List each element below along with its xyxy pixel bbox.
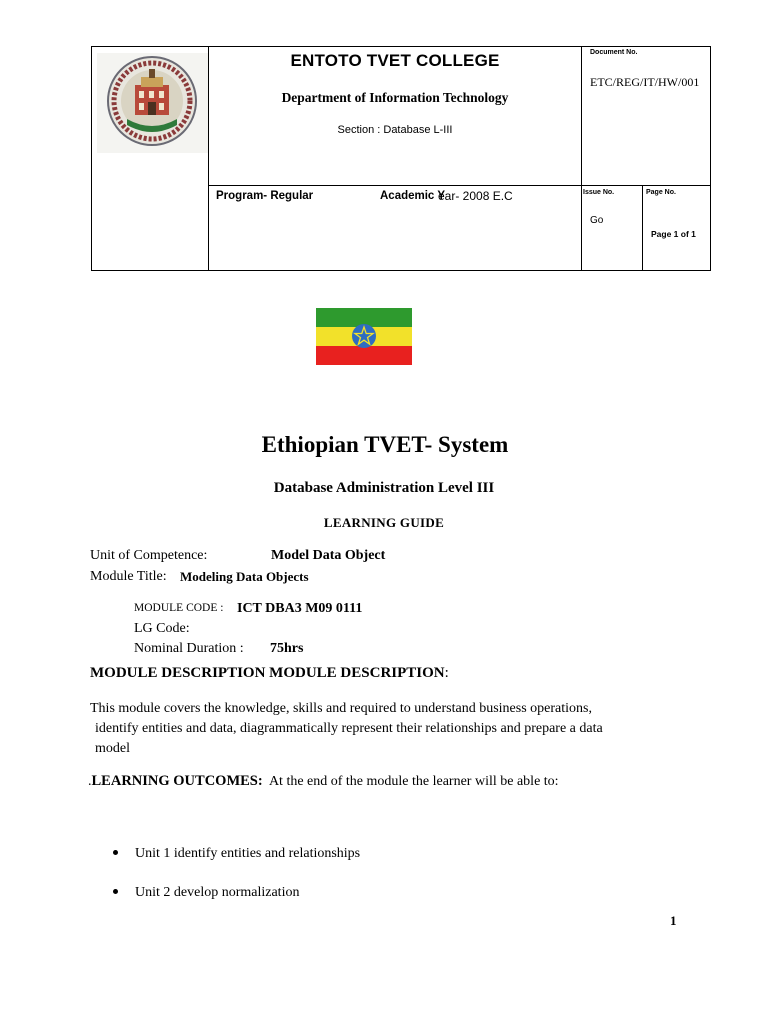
program-label: Program- Regular <box>216 190 314 202</box>
department-name: Department of Information Technology <box>281 90 509 105</box>
description-line: This module covers the knowledge, skills and required to understand business operations, <box>90 701 592 716</box>
flag-red-stripe <box>316 346 412 365</box>
section-label: Section : Database L-III <box>337 124 453 136</box>
unit-of-competence-label: Unit of Competence: <box>90 548 208 563</box>
college-logo <box>97 53 208 153</box>
module-code-value: ICT DBA3 M09 0111 <box>237 601 363 616</box>
nominal-duration-value: 75hrs <box>270 641 304 656</box>
nominal-duration-label: Nominal Duration : <box>134 641 244 656</box>
module-title-label: Module Title: <box>90 569 167 584</box>
issue-no-label: Issue No. <box>583 189 615 196</box>
document-no-label: Document No. <box>590 49 638 56</box>
college-seal-icon <box>97 53 208 153</box>
module-description-text <box>90 699 670 759</box>
bullet-icon <box>113 850 118 855</box>
learning-guide-heading: LEARNING GUIDE <box>323 515 445 530</box>
star-emblem-icon <box>352 324 376 348</box>
document-no: ETC/REG/IT/HW/001 <box>590 75 700 89</box>
header-divider <box>208 185 711 186</box>
ethiopian-flag <box>316 308 412 365</box>
description-line: identify entities and data, diagrammatically represent their relationships and prepare a data <box>95 721 603 736</box>
page-no-label: Page No. <box>646 189 676 196</box>
academic-year-label: Academic Y <box>380 190 445 202</box>
module-code-label: MODULE CODE : <box>134 602 224 614</box>
unit-of-competence-value: Model Data Object <box>271 548 386 563</box>
module-title-value: Modeling Data Objects <box>180 569 309 584</box>
description-line: model <box>95 741 130 756</box>
page-title: Ethiopian TVET- System <box>261 432 509 457</box>
header-divider <box>208 46 209 271</box>
college-name: ENTOTO TVET COLLEGE <box>290 51 500 70</box>
page-subtitle: Database Administration Level III <box>273 480 495 496</box>
issue-no: Go <box>590 215 604 226</box>
learning-outcomes: .LEARNING OUTCOMES: At the end of the module the learner will be able to: <box>88 773 559 789</box>
lg-code-label: LG Code: <box>134 621 190 636</box>
page-no: Page 1 of 1 <box>651 229 696 239</box>
list-item: Unit 1 identify entities and relationships <box>113 846 360 862</box>
page-number: 1 <box>670 913 677 928</box>
academic-year-value: ear- 2008 E.C <box>438 189 513 203</box>
header-divider <box>581 46 582 271</box>
module-description-heading: MODULE DESCRIPTION MODULE DESCRIPTION: <box>90 665 449 681</box>
list-item: Unit 2 develop normalization <box>113 885 299 901</box>
header-divider <box>642 185 643 271</box>
bullet-icon <box>113 889 118 894</box>
